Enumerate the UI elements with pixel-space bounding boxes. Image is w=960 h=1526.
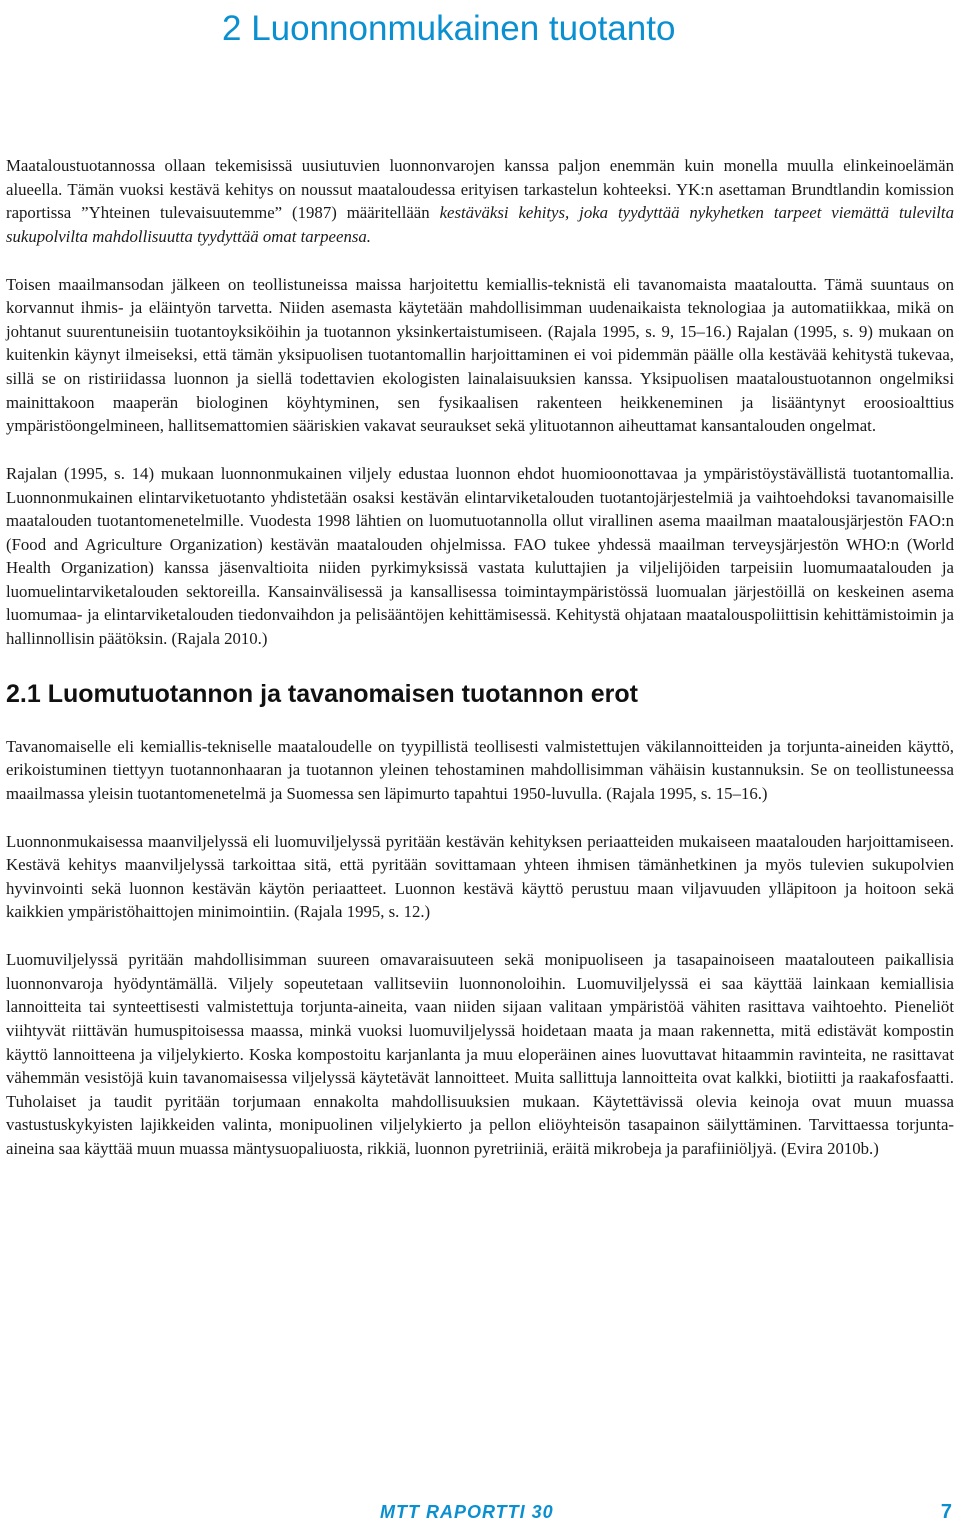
paragraph-section-1: Tavanomaiselle eli kemiallis-tekniselle maataloudelle on tyypillistä teollisesti valmistettujen väkilannoitteiden ja torjunta-aineiden käyttö, erikoistuminen tiettyyn tuotannonhaaran ja tuotannon yleinen tehostaminen mahdollisimman vähäisin kustannuksin. Se on teollistuneessa maailmassa yleisin tuotantomenetelmä ja Suomessa sen läpimurto tapahtui 1950-luvulla. (Rajala 1995, s. 15–16.)	[6, 736, 954, 803]
section-title: 2.1 Luomutuotannon ja tavanomaisen tuotannon erot	[6, 679, 638, 708]
paragraph-intro-1	[6, 154, 954, 248]
footer-page-number: 7	[940, 1501, 952, 1523]
paragraph-intro-1-text: Maataloustuotannossa ollaan tekemisissä uusiutuvien luonnonvarojen kanssa paljon enemmän kuin monella muulla elinkeinoelämän alueella. Tämän vuoksi kestävä kehitys on noussut maataloudessa erityisen tarkastelun kohteeksi. YK:n asettaman Brundtlandin komission raportissa ”Yhteinen tulevaisuutemme” (1987) määritellään	[6, 156, 954, 223]
paragraph-intro-3: Rajalan (1995, s. 14) mukaan luonnonmukainen viljely edustaa luonnon ehdot huomioonottavaa ja ympäristöystävällistä tuotantomallia. Luonnonmukainen elintarviketuotanto yhdistetään osaksi kestävän elintarviketalouden tuotantojärjestelmiä ja vaihtoehdoksi tavanomaisille maatalouden tuotantomenetelmille. Vuodesta 1998 lähtien on luomutuotannolla ollut virallinen asema maailman maatalousjärjestön FAO:n (Food and Agriculture Organization) kestävän maatalouden ohjelmissa. FAO tukee yhdessä maailman terveysjärjestön WHO:n (World Health Organization) kanssa jäsenvaltioita niiden pyrkimyksissä vastata kuluttajien ja viljelijöiden tarpeisiin luomumaatalouden ja luomuelintarviketalouden sektoreilla. Kansainvälisessä ja kansallisessa toimintaympäristössä luomualan järjestöillä on keskeinen asema luomumaa- ja elintarviketalouden tiedonvaihdon ja pelisääntöjen kehittämisessä. Kehitystä ohjataan maatalouspoliittisin kehittämistoimin ja hallinnollisin päätöksin. (Rajala 2010.)	[6, 463, 954, 649]
document-body	[6, 154, 954, 1185]
paragraph-intro-2: Toisen maailmansodan jälkeen on teollistuneissa maissa harjoitettu kemiallis-teknistä eli tavanomaista maataloutta. Tämä suuntaus on korvannut ihmis- ja eläintyön tarvetta. Niiden asemasta käytetään mahdollisimman uudenaikaista teknologiaa ja automatiikkaa, mikä on johtanut suurentuneisiin tuotantoyksiköihin ja tuotannon yksinkertaistumiseen. (Rajala 1995, s. 9, 15–16.) Rajalan (1995, s. 9) mukaan on kuitenkin käynyt ilmeiseksi, että tämän yksipuolisen tuotantomallin harjoittaminen ei voi pidemmän päälle olla kestävää kehitystä tukevaa, sillä se on ristiriidassa luonnon ja siellä todettavien ekologisten lainalaisuuksien kanssa. Yksipuolisen maataloustuotannon ongelmiksi mainittakoon maaperän biologinen köyhtyminen, sen fysikaalisen rakenteen heikkeneminen ja lisääntynyt eroosioalttius ympäristöongelmineen, hallitsemattomien sääriskien vakavat seuraukset sekä ylituotannon aiheuttamat kansantalouden ongelmat.	[6, 274, 954, 436]
paragraph-section-2: Luonnonmukaisessa maanviljelyssä eli luomuviljelyssä pyritään kestävän kehityksen periaatteiden mukaiseen maatalouden harjoittamiseen. Kestävä kehitys maanviljelyssä tarkoittaa sitä, että pyritään sovittamaan yhteen ihmisen tämänhetkinen ja myös tulevien sukupolvien hyvinvointi sekä luonnon kestävän käytön periaatteet. Luonnon kestävä käyttö perustuu maan viljavuuden ylläpitoon ja hoitoon sekä kaikkien ympäristöhaittojen minimointiin. (Rajala 1995, s. 12.)	[6, 831, 954, 922]
footer-series-title: MTT RAPORTTI 30	[380, 1502, 554, 1522]
definition-italic: kestäväksi kehitys, joka tyydyttää nykyhetken tarpeet viemättä tulevilta sukupolvilta mahdollisuutta tyydyttää omat tarpeensa.	[6, 203, 954, 246]
paragraph-section-3: Luomuviljelyssä pyritään mahdollisimman suureen omavaraisuuteen sekä monipuoliseen ja tasapainoiseen maatalouteen paikallisia luonnonvaroja hyödyntämällä. Viljely sopeutetaan vallitseviin luonnonoloihin. Luomuviljelyssä ei saa käyttää lainkaan kemiallisia lannoitteita tai synteettisesti valmistettuja torjunta-aineita, vaan niiden sijaan valitaan ympäristöä vähiten rasittava vaihtoehto. Pieneliöt viihtyvät riittävän humuspitoisessa maassa, minkä vuoksi luomuviljelyssä hoidetaan maata ja maan rakennetta, mitä edistävät kompostin käyttö lannoitteena ja viljelykierto. Koska kompostoitu karjanlanta ja muu eloperäinen aines luovuttavat hitaammin ravinteita, ne rasittavat vähemmän vesistöjä kuin tavanomaisessa viljelyssä käytetävät lannoitteet. Muita sallittuja lannoitteita ovat kalkki, biotiitti ja raakafosfaatti. Tuholaiset ja taudit pyritään torjumaan ennakolta mahdollisuuksien mukaan. Käytettävissä olevia keinoja ovat muun muassa vastustuskykyisten lajikkeiden valinta, monipuolinen viljelykierto ja pellon eliöyhteisön tasapainon säilyttäminen. Tarvittaessa torjunta-aineina saa käyttää muun muassa mäntysuopaliuosta, rikkiä, luonnon pyretriiniä, eräitä mikrobeja ja parafiiniöljyä. (Evira 2010b.)	[6, 950, 954, 1158]
chapter-title: 2 Luonnonmukainen tuotanto	[222, 9, 676, 48]
